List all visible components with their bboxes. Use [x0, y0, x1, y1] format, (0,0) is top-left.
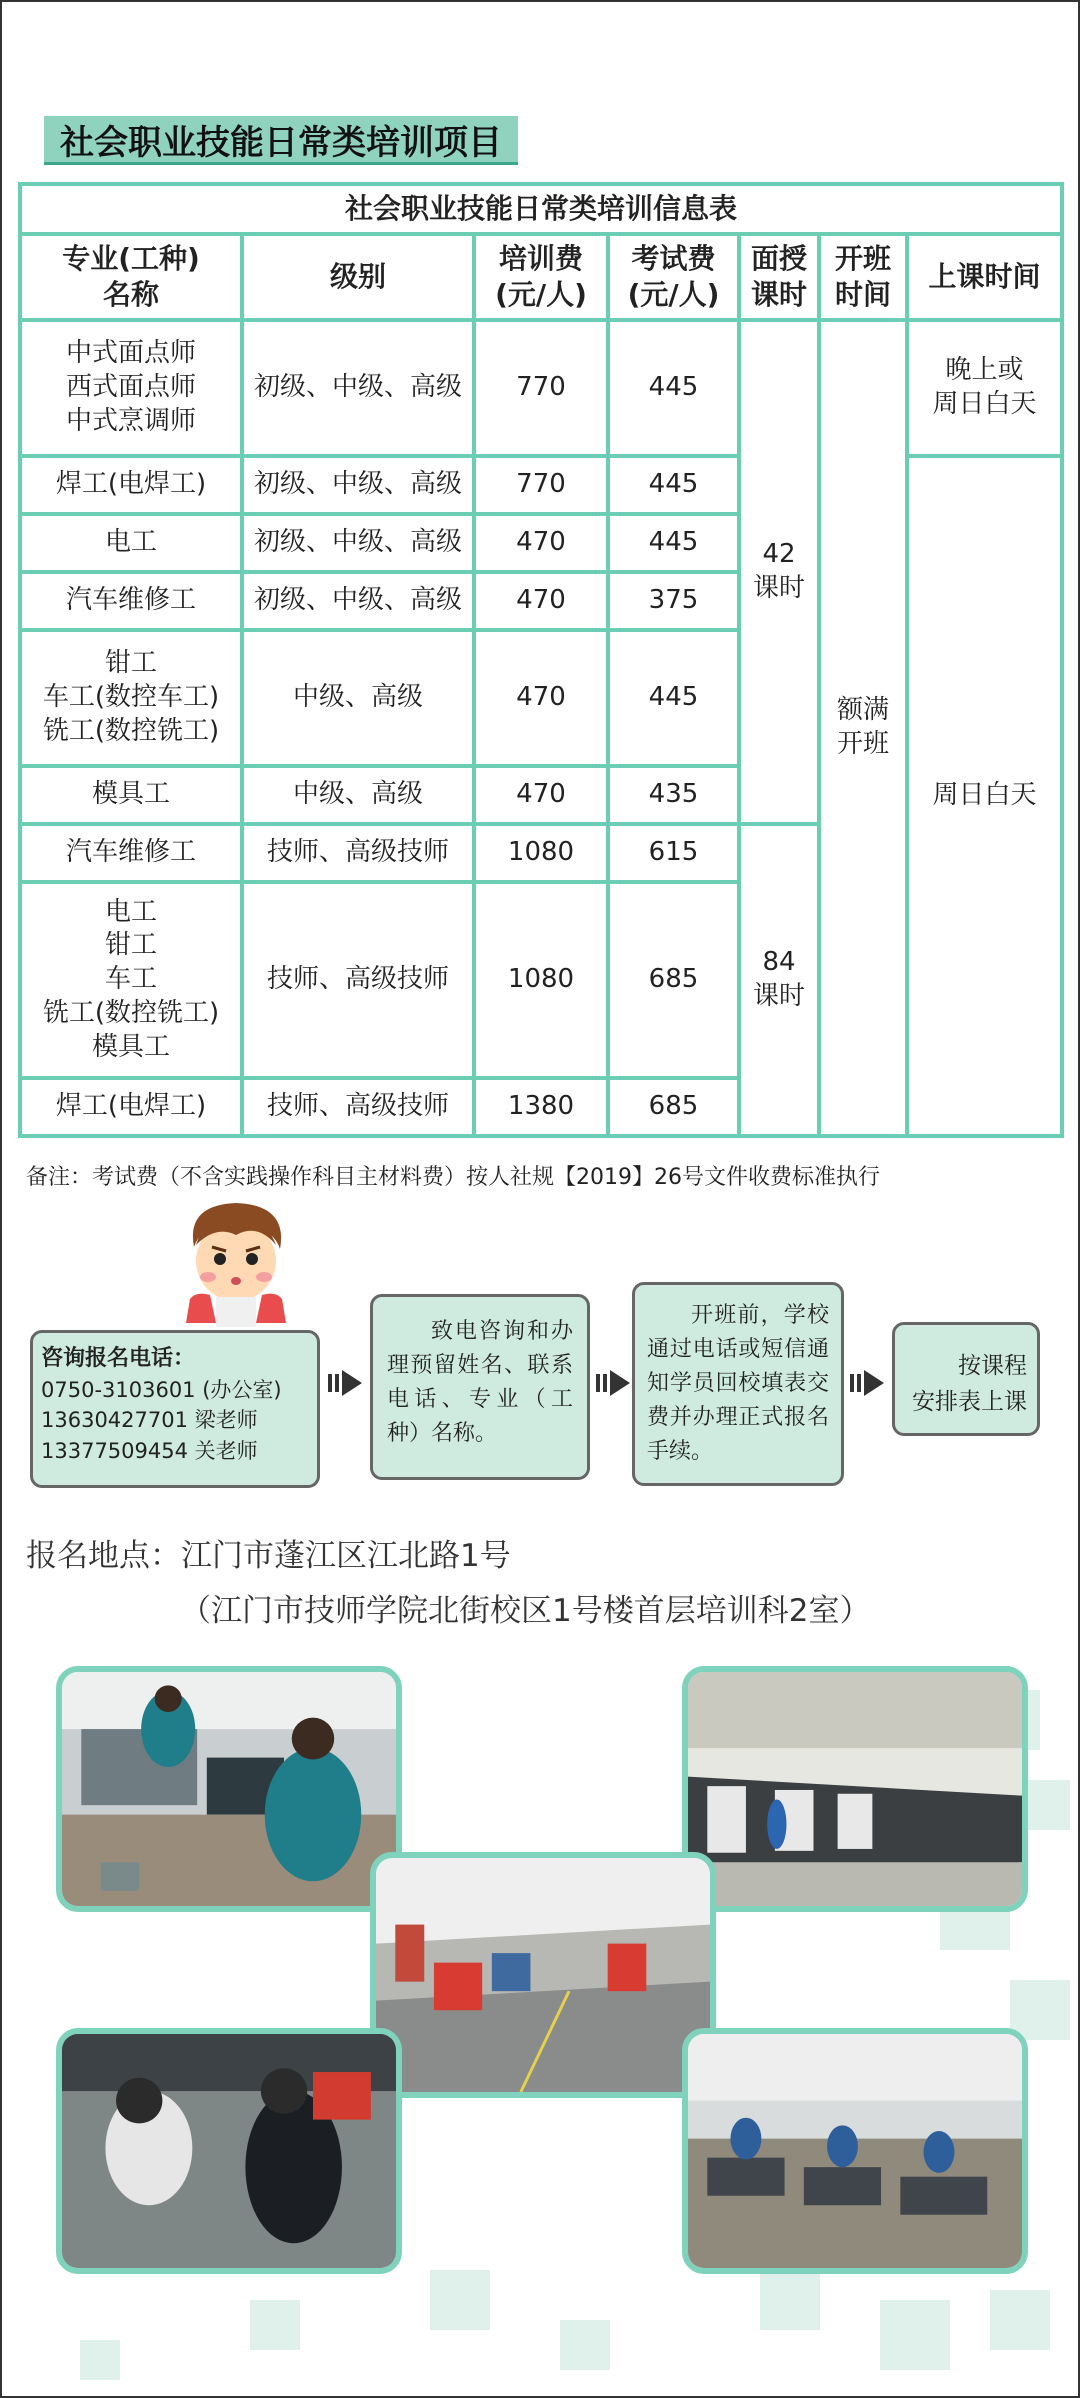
contact-line[interactable]: 0750-3103601 (办公室) [41, 1377, 282, 1402]
fee-note: 备注：考试费（不含实践操作科目主材料费）按人社规【2019】26号文件收费标准执行 [26, 1165, 880, 1190]
step-attend: 按课程 安排表上课 [892, 1322, 1040, 1436]
cell-level: 初级、中级、高级 [242, 514, 474, 572]
cell-training-fee: 1080 [474, 882, 608, 1078]
cell-hours-42: 42 课时 [739, 320, 819, 824]
workshop-photo [56, 1666, 402, 1912]
cell-major: 中式面点师 西式面点师 中式烹调师 [20, 320, 242, 456]
arrow-right-icon [850, 1368, 884, 1398]
cell-level: 中级、高级 [242, 766, 474, 824]
contact-line[interactable]: 13630427701 梁老师 [41, 1408, 258, 1433]
cartoon-boy-icon [176, 1195, 296, 1335]
contact-box [30, 1330, 320, 1488]
cell-level: 初级、中级、高级 [242, 572, 474, 630]
workshop-photo [56, 2028, 402, 2274]
header-training-fee: 培训费 (元/人) [474, 234, 608, 320]
header-level: 级别 [242, 234, 474, 320]
cell-training-fee: 470 [474, 572, 608, 630]
cell-exam-fee: 685 [608, 1078, 739, 1136]
header-start: 开班 时间 [819, 234, 907, 320]
cell-exam-fee: 615 [608, 824, 739, 882]
cell-exam-fee: 375 [608, 572, 739, 630]
cell-exam-fee: 685 [608, 882, 739, 1078]
cell-training-fee: 470 [474, 514, 608, 572]
cell-exam-fee: 445 [608, 456, 739, 514]
contact-title: 咨询报名电话： [41, 1346, 196, 1371]
cell-major: 模具工 [20, 766, 242, 824]
cell-level: 技师、高级技师 [242, 882, 474, 1078]
cell-training-fee: 1380 [474, 1078, 608, 1136]
cell-major: 焊工(电焊工) [20, 456, 242, 514]
workshop-photo [370, 1852, 716, 2098]
header-class-time: 上课时间 [907, 234, 1062, 320]
arrow-right-icon [596, 1368, 630, 1398]
table-row [20, 320, 1062, 456]
cell-training-fee: 470 [474, 766, 608, 824]
training-info-table [18, 182, 1060, 1138]
step-confirm: 开班前，学校通过电话或短信通知学员回校填表交费并办理正式报名手续。 [632, 1282, 844, 1486]
cell-training-fee: 770 [474, 320, 608, 456]
cell-exam-fee: 445 [608, 514, 739, 572]
workshop-photo [682, 2028, 1028, 2274]
cell-start-time: 额满 开班 [819, 320, 907, 1136]
cell-exam-fee: 445 [608, 320, 739, 456]
address-line: 报名地点：江门市蓬江区江北路1号 [26, 1538, 511, 1574]
cell-training-fee: 770 [474, 456, 608, 514]
step-register: 致电咨询和办理预留姓名、联系电话、专业（工种）名称。 [370, 1294, 590, 1480]
cell-major: 电工 钳工 车工 铣工(数控铣工) 模具工 [20, 882, 242, 1078]
cell-major: 钳工 车工(数控车工) 铣工(数控铣工) [20, 630, 242, 766]
cell-level: 中级、高级 [242, 630, 474, 766]
cell-major: 焊工(电焊工) [20, 1078, 242, 1136]
cell-level: 技师、高级技师 [242, 824, 474, 882]
cell-training-fee: 470 [474, 630, 608, 766]
cell-class-time-evening: 晚上或 周日白天 [907, 320, 1062, 456]
cell-level: 初级、中级、高级 [242, 456, 474, 514]
address-detail: （江门市技师学院北街校区1号楼首层培训科2室） [180, 1593, 871, 1629]
cell-major: 汽车维修工 [20, 824, 242, 882]
cell-level: 初级、中级、高级 [242, 320, 474, 456]
cell-hours-84: 84 课时 [739, 824, 819, 1136]
cell-major: 电工 [20, 514, 242, 572]
section-title: 社会职业技能日常类培训项目 [44, 116, 518, 165]
workshop-photo [682, 1666, 1028, 1912]
cell-major: 汽车维修工 [20, 572, 242, 630]
table-caption: 社会职业技能日常类培训信息表 [20, 184, 1062, 234]
cell-exam-fee: 435 [608, 766, 739, 824]
cell-training-fee: 1080 [474, 824, 608, 882]
cell-level: 技师、高级技师 [242, 1078, 474, 1136]
header-major: 专业(工种) 名称 [20, 234, 242, 320]
cell-class-time-sunday: 周日白天 [907, 456, 1062, 1136]
header-exam-fee: 考试费 (元/人) [608, 234, 739, 320]
arrow-right-icon [328, 1368, 362, 1398]
cell-exam-fee: 445 [608, 630, 739, 766]
contact-line[interactable]: 13377509454 关老师 [41, 1438, 258, 1463]
header-hours: 面授 课时 [739, 234, 819, 320]
